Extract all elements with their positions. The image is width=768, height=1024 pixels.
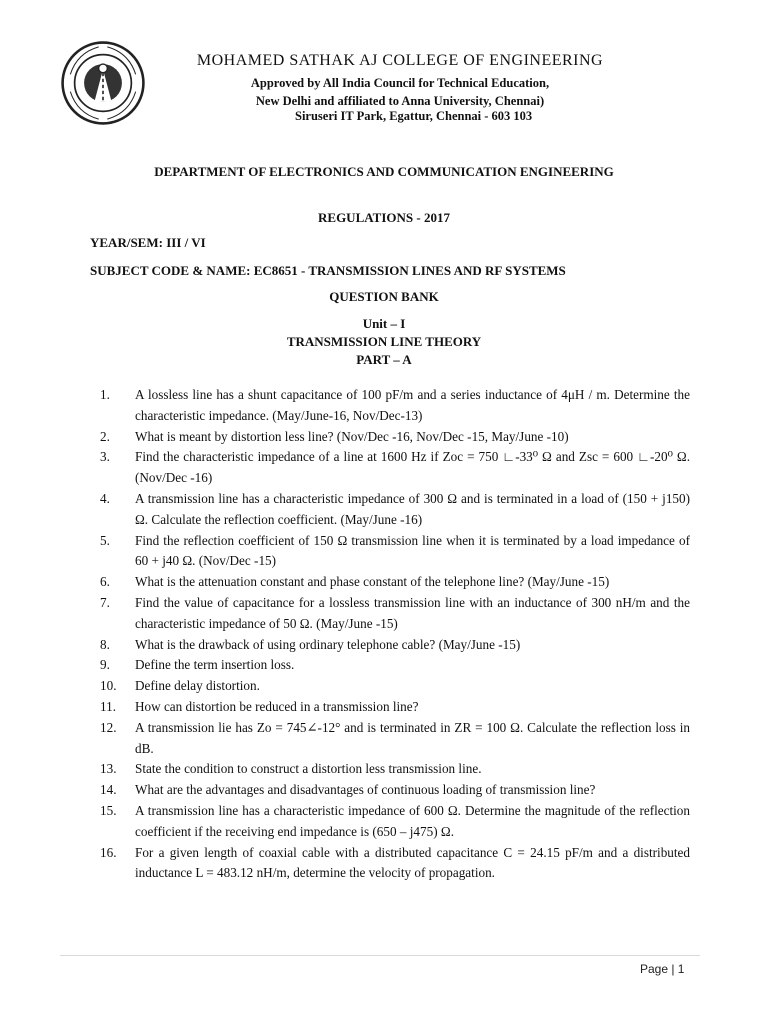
question-number: 14. — [100, 782, 117, 798]
college-address: Siruseri IT Park, Egattur, Chennai - 603 103 — [295, 109, 533, 123]
question-text: Define delay distortion. — [135, 678, 260, 694]
question-text: A transmission lie has Zo = 745∠-12° and is terminated in ZR = 100 Ω. Calculate the reflection loss in dB. — [135, 719, 690, 756]
question-item — [100, 427, 690, 448]
question-number: 9. — [100, 657, 110, 673]
question-number: 11. — [100, 698, 116, 714]
question-item — [100, 676, 690, 697]
question-text: Find the value of capacitance for a lossless transmission line with an inductance of 300 nH/m and the characteristic impedance of 50 Ω. (May/June -15) — [135, 594, 690, 631]
question-number: 16. — [100, 844, 117, 860]
question-item — [100, 801, 690, 843]
question-number: 10. — [100, 678, 117, 694]
question-text: What is the drawback of using ordinary telephone cable? (May/June -15) — [135, 636, 521, 652]
question-number: 2. — [100, 428, 110, 444]
question-text: Find the reflection coefficient of 150 Ω transmission line when it is terminated by a load impedance of 60 + j40 Ω. (Nov/Dec -15) — [135, 532, 690, 569]
question-item — [100, 531, 690, 573]
question-number: 5. — [100, 532, 110, 548]
question-text: A transmission line has a characteristic impedance of 300 Ω and is terminated in a load of (150 + j150) Ω. Calculate the reflection coefficient. (May/June -16) — [135, 490, 690, 527]
part-heading: PART – A — [356, 352, 412, 367]
question-text: For a given length of coaxial cable with a distributed capacitance C = 24.15 pF/m and a distributed inductance L = 483.12 nH/m, determine the velocity of propagation. — [135, 844, 690, 881]
question-number: 3. — [100, 449, 110, 465]
question-text: A transmission line has a characteristic impedance of 600 Ω. Determine the magnitude of the reflection coefficient if the receiving end impedance is (650 – j475) Ω. — [135, 802, 690, 839]
question-text: Define the term insertion loss. — [135, 657, 295, 673]
approval-line: Approved by All India Council for Technical Education, — [250, 76, 550, 90]
question-text: What is meant by distortion less line? (Nov/Dec -16, Nov/Dec -15, May/June -10) — [135, 428, 569, 444]
year-sem-label: YEAR/SEM: III / VI — [90, 235, 206, 250]
question-text: State the condition to construct a distortion less transmission line. — [135, 761, 482, 777]
question-item — [100, 635, 690, 656]
unit-heading: Unit – I — [362, 316, 406, 331]
question-number: 13. — [100, 761, 117, 777]
question-text: Find the characteristic impedance of a line at 1600 Hz if Zoc = 750 ∟-33⁰ Ω and Zsc = 600 ∟-20⁰ Ω. (Nov/Dec -16) — [135, 449, 690, 486]
question-text: What are the advantages and disadvantages of continuous loading of transmission line? — [135, 782, 596, 798]
question-list — [100, 385, 690, 884]
question-text: How can distortion be reduced in a transmission line? — [135, 698, 419, 714]
unit-title: TRANSMISSION LINE THEORY — [286, 334, 482, 349]
college-name: MOHAMED SATHAK AJ COLLEGE OF ENGINEERING — [196, 52, 604, 69]
question-text: What is the attenuation constant and phase constant of the telephone line? (May/June -15) — [135, 574, 610, 590]
college-seal-icon — [60, 40, 146, 126]
document-type-heading: QUESTION BANK — [329, 289, 439, 304]
question-item — [100, 655, 690, 676]
question-number: 12. — [100, 719, 117, 735]
question-number: 6. — [100, 574, 110, 590]
question-item — [100, 718, 690, 760]
footer-divider — [60, 955, 700, 956]
department-heading: DEPARTMENT OF ELECTRONICS AND COMMUNICATION ENGINEERING — [154, 164, 614, 179]
question-number: 4. — [100, 490, 110, 506]
question-item — [100, 843, 690, 885]
question-number: 7. — [100, 594, 110, 610]
question-item — [100, 489, 690, 531]
question-item — [100, 697, 690, 718]
subject-label: SUBJECT CODE & NAME: EC8651 - TRANSMISSION LINES AND RF SYSTEMS — [90, 263, 566, 278]
question-item — [100, 759, 690, 780]
page-number: Page | 1 — [640, 962, 685, 976]
regulations-heading: REGULATIONS - 2017 — [318, 210, 450, 225]
question-item — [100, 572, 690, 593]
question-item — [100, 385, 690, 427]
question-item — [100, 593, 690, 635]
question-text: A lossless line has a shunt capacitance of 100 pF/m and a series inductance of 4μH / m. Determine the characteristic impedance. (May/June-16, Nov/Dec-13) — [135, 387, 690, 423]
affiliation-line: New Delhi and affiliated to Anna University, Chennai) — [255, 94, 545, 108]
question-item — [100, 780, 690, 801]
question-number: 8. — [100, 636, 110, 652]
question-number: 15. — [100, 802, 117, 818]
question-number: 1. — [100, 387, 110, 402]
question-item — [100, 447, 690, 489]
